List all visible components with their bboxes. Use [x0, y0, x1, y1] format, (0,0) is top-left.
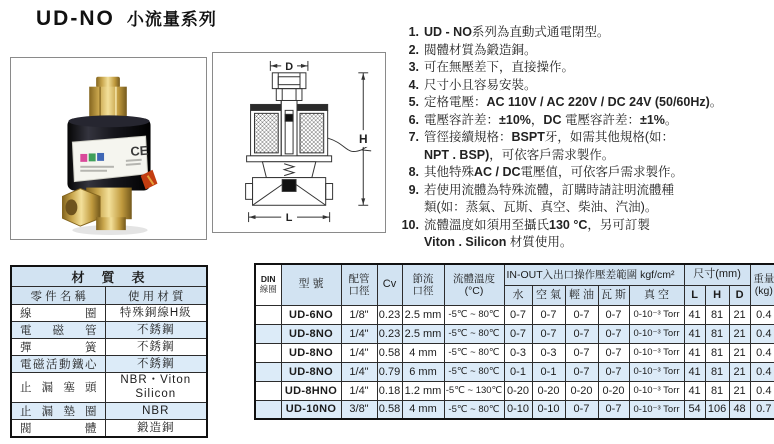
spec-col-dim-l: L	[684, 285, 705, 305]
spec-cell: 0-7	[565, 400, 598, 419]
spec-col-water: 水	[504, 285, 532, 305]
dim-label-l: L	[285, 212, 293, 225]
spec-cell: 0-10	[532, 400, 565, 419]
spec-cell: 0-7	[532, 305, 565, 324]
feature-text: 管徑接續規格：BSPT牙，如需其他規格(如： NPT . BSP)，可依客戶需求製作。	[424, 130, 675, 162]
spec-cell: 0.58	[377, 343, 402, 362]
feature-number: 7.	[408, 130, 419, 144]
material-value: NBR	[105, 402, 207, 419]
feature-text: UD - NO系列為直動式通電閉型。	[424, 25, 610, 39]
material-part-name: 電磁活動鐵心	[11, 356, 105, 373]
spec-cell: 21	[729, 362, 750, 381]
spec-cell: 0.4	[750, 362, 774, 381]
spec-cell: 0-10⁻³ Torr	[629, 381, 684, 400]
feature-number: 6.	[408, 112, 419, 127]
spec-cell: 106	[705, 400, 729, 419]
spec-cell: 41	[684, 362, 705, 381]
valve-cross-section-drawing	[213, 53, 385, 232]
valve-hex-stem	[89, 87, 127, 121]
feature-item	[394, 94, 772, 112]
feature-item	[394, 112, 772, 130]
feature-item	[394, 217, 772, 252]
product-photo	[10, 57, 207, 240]
spec-row	[255, 324, 774, 343]
spec-cell: UD-10NO	[281, 400, 341, 419]
spec-cell: 1/4"	[341, 324, 377, 343]
din-label-line1: DIN	[260, 274, 276, 285]
spec-cell: 4 mm	[402, 343, 444, 362]
spec-cell: 0.23	[377, 305, 402, 324]
spec-cell	[255, 343, 281, 362]
spec-table-section	[254, 263, 774, 420]
spec-cell: 0-10⁻³ Torr	[629, 343, 684, 362]
feature-number: 8.	[408, 165, 419, 179]
feature-text: 其他特殊AC / DC電壓值，可依客戶需求製作。	[424, 165, 684, 179]
spec-cell: 81	[705, 362, 729, 381]
feature-text: 可在無壓差下，直接操作。	[424, 60, 575, 74]
spec-cell: 0-7	[565, 305, 598, 324]
spec-cell: UD-8NO	[281, 343, 341, 362]
spec-cell: 54	[684, 400, 705, 419]
feature-item	[394, 164, 772, 182]
spec-cell: -5℃ ~ 80℃	[444, 324, 504, 343]
spec-tbody	[255, 305, 774, 419]
spec-row	[255, 305, 774, 324]
material-value: 鍛造銅	[105, 419, 207, 437]
spec-col-weight: 重量 (kg)	[750, 264, 774, 305]
materials-row	[11, 322, 207, 339]
spec-cell: 21	[729, 324, 750, 343]
spec-cell: 81	[705, 343, 729, 362]
material-value: 特殊銅線H級	[105, 305, 207, 322]
spec-cell: 21	[729, 305, 750, 324]
feature-text: 尺寸小且容易安裝。	[424, 77, 537, 92]
material-part-name: 閥體	[11, 419, 105, 437]
series-name: 小流量系列	[126, 10, 217, 29]
feature-text: 閥體材質為鍛造銅。	[424, 42, 537, 57]
material-value: 不銹鋼	[105, 356, 207, 373]
spec-col-model: 型 號	[281, 264, 341, 305]
spec-cell: 41	[684, 324, 705, 343]
materials-row	[11, 339, 207, 356]
spec-cell: 0-20	[565, 381, 598, 400]
spec-cell: -5℃ ~ 80℃	[444, 305, 504, 324]
materials-row	[11, 373, 207, 403]
material-value: 不銹鋼	[105, 322, 207, 339]
spec-cell: 1/4"	[341, 381, 377, 400]
spec-cell: 81	[705, 305, 729, 324]
spec-cell: 0-10⁻³ Torr	[629, 362, 684, 381]
feature-text: 定格電壓：AC 110V / AC 220V / DC 24V (50/60Hz)。	[424, 95, 723, 109]
spec-cell: 21	[729, 381, 750, 400]
ce-mark: CE	[129, 142, 149, 159]
materials-row	[11, 356, 207, 373]
spec-cell: 4 mm	[402, 400, 444, 419]
spec-cell	[255, 381, 281, 400]
product-photo-illustration	[11, 58, 206, 239]
feature-number: 9.	[408, 182, 419, 197]
spec-cell: 2.5 mm	[402, 305, 444, 324]
spec-cell: 21	[729, 343, 750, 362]
feature-item	[394, 77, 772, 95]
spec-cell: 0-10	[504, 400, 532, 419]
materials-row	[11, 305, 207, 322]
spec-cell: 3/8"	[341, 400, 377, 419]
materials-table-section	[10, 265, 208, 438]
spec-col-air: 空 氣	[532, 285, 565, 305]
spec-cell: 0.18	[377, 381, 402, 400]
spec-cell: 81	[705, 324, 729, 343]
materials-table-title: 材 質 表	[11, 266, 207, 287]
materials-row	[11, 419, 207, 437]
spec-cell: 0-1	[532, 362, 565, 381]
spec-row	[255, 343, 774, 362]
feature-number: 4.	[408, 77, 419, 92]
spec-cell: 1.2 mm	[402, 381, 444, 400]
materials-tbody	[11, 305, 207, 437]
spec-cell: 0.4	[750, 324, 774, 343]
spec-col-dim-d: D	[729, 285, 750, 305]
spec-cell: 0-10⁻³ Torr	[629, 305, 684, 324]
feature-text: 電壓容許差：±10%，DC 電壓容許差：±1%。	[424, 112, 678, 127]
material-part-name: 止漏墊圈	[11, 402, 105, 419]
spec-cell: 0-7	[565, 324, 598, 343]
spec-cell: 0.58	[377, 400, 402, 419]
materials-row	[11, 402, 207, 419]
spec-row	[255, 362, 774, 381]
spec-cell: UD-8NO	[281, 362, 341, 381]
material-value: 不銹鋼	[105, 339, 207, 356]
spec-cell	[255, 324, 281, 343]
feature-text: 流體溫度如須用至攝氏130 °C，另可訂製 Viton . Silicon 材質使用。	[424, 217, 650, 249]
dim-label-h: H	[358, 131, 368, 146]
feature-number: 10.	[401, 217, 419, 232]
materials-table	[10, 265, 208, 438]
spec-group-pressure-range: IN-OUT入出口操作壓差範圍 kgf/cm²	[504, 264, 684, 285]
spec-col-pipe-size: 配管 口徑	[341, 264, 377, 305]
material-part-name: 電磁管	[11, 322, 105, 339]
spec-cell: 1/4"	[341, 343, 377, 362]
spec-cell: 0.4	[750, 343, 774, 362]
spec-cell: 0-20	[598, 381, 629, 400]
feature-item	[394, 59, 772, 77]
spec-cell: UD-8HNO	[281, 381, 341, 400]
spec-cell: 0-7	[598, 343, 629, 362]
dim-label-d: D	[285, 60, 294, 73]
spec-col-orifice: 節流 口徑	[402, 264, 444, 305]
spec-cell: -5℃ ~ 80℃	[444, 362, 504, 381]
page-title	[36, 5, 217, 31]
spec-cell: 0-7	[565, 343, 598, 362]
spec-cell: -5℃ ~ 130℃	[444, 381, 504, 400]
spec-cell: 41	[684, 343, 705, 362]
spec-cell: 2.5 mm	[402, 324, 444, 343]
feature-number: 2.	[408, 42, 419, 57]
spec-table	[254, 263, 774, 420]
spec-cell: -5℃ ~ 80℃	[444, 400, 504, 419]
spec-col-din-coil	[255, 264, 281, 305]
spec-cell: 0-10⁻³ Torr	[629, 324, 684, 343]
spec-cell: 0-7	[598, 362, 629, 381]
spec-cell: 0-3	[532, 343, 565, 362]
spec-cell: 0-10⁻³ Torr	[629, 400, 684, 419]
feature-number: 1.	[408, 25, 419, 39]
spec-cell: 0-7	[565, 362, 598, 381]
series-code: UD-NO	[36, 7, 115, 30]
materials-col-part: 零 件 名 稱	[11, 287, 105, 305]
din-label-line2: 線圈	[259, 283, 277, 294]
feature-item	[394, 182, 772, 217]
spec-cell: -5℃ ~ 80℃	[444, 343, 504, 362]
spec-cell: 81	[705, 381, 729, 400]
spec-cell: 0.7	[750, 400, 774, 419]
spec-cell: 0-20	[504, 381, 532, 400]
materials-col-material: 使 用 材 質	[105, 287, 207, 305]
dimension-drawing	[212, 52, 386, 233]
spec-cell: 0-7	[504, 305, 532, 324]
spec-cell	[255, 400, 281, 419]
feature-number: 5.	[408, 95, 419, 109]
spec-cell	[255, 362, 281, 381]
feature-item	[394, 129, 772, 164]
spec-col-fluid-temp: 流體溫度 (°C)	[444, 264, 504, 305]
spec-cell: 0.23	[377, 324, 402, 343]
spec-cell: 0.4	[750, 381, 774, 400]
material-part-name: 線圈	[11, 305, 105, 322]
spec-cell: 48	[729, 400, 750, 419]
spec-cell: 0-7	[532, 324, 565, 343]
spec-group-dimensions: 尺寸(mm)	[684, 264, 750, 285]
brand-logo-mark	[80, 154, 87, 162]
spec-col-gas: 瓦 斯	[598, 285, 629, 305]
spec-cell: 0.79	[377, 362, 402, 381]
spec-col-cv: Cv	[377, 264, 402, 305]
spec-cell: 1/8"	[341, 305, 377, 324]
spec-cell: 1/4"	[341, 362, 377, 381]
spec-cell: UD-6NO	[281, 305, 341, 324]
spec-col-dim-h: H	[705, 285, 729, 305]
spec-row	[255, 400, 774, 419]
spec-cell: 0-7	[598, 324, 629, 343]
feature-number: 3.	[408, 60, 419, 74]
spec-cell: UD-8NO	[281, 324, 341, 343]
feature-text: 若使用流體為特殊流體，訂購時請註明流體種 類(如：蒸氣、瓦斯、真空、柴油、汽油)。	[424, 182, 675, 214]
spec-cell: 0-20	[532, 381, 565, 400]
spec-cell: 0-3	[504, 343, 532, 362]
spec-cell: 0.4	[750, 305, 774, 324]
valve-top-cap	[96, 77, 120, 88]
feature-item	[394, 42, 772, 60]
spec-cell	[255, 305, 281, 324]
spec-cell: 0-1	[504, 362, 532, 381]
spec-cell: 0-7	[598, 400, 629, 419]
spec-row	[255, 381, 774, 400]
spec-col-vacuum: 真 空	[629, 285, 684, 305]
material-part-name: 彈簧	[11, 339, 105, 356]
feature-item	[394, 24, 772, 42]
spec-col-light-oil: 輕 油	[565, 285, 598, 305]
spec-cell: 41	[684, 305, 705, 324]
spec-cell: 0-7	[598, 305, 629, 324]
spec-cell: 41	[684, 381, 705, 400]
spec-cell: 0-7	[504, 324, 532, 343]
material-part-name: 止漏塞頭	[11, 373, 105, 403]
material-value: NBR・Viton Silicon	[105, 373, 207, 403]
features-list	[394, 24, 772, 252]
spec-cell: 6 mm	[402, 362, 444, 381]
